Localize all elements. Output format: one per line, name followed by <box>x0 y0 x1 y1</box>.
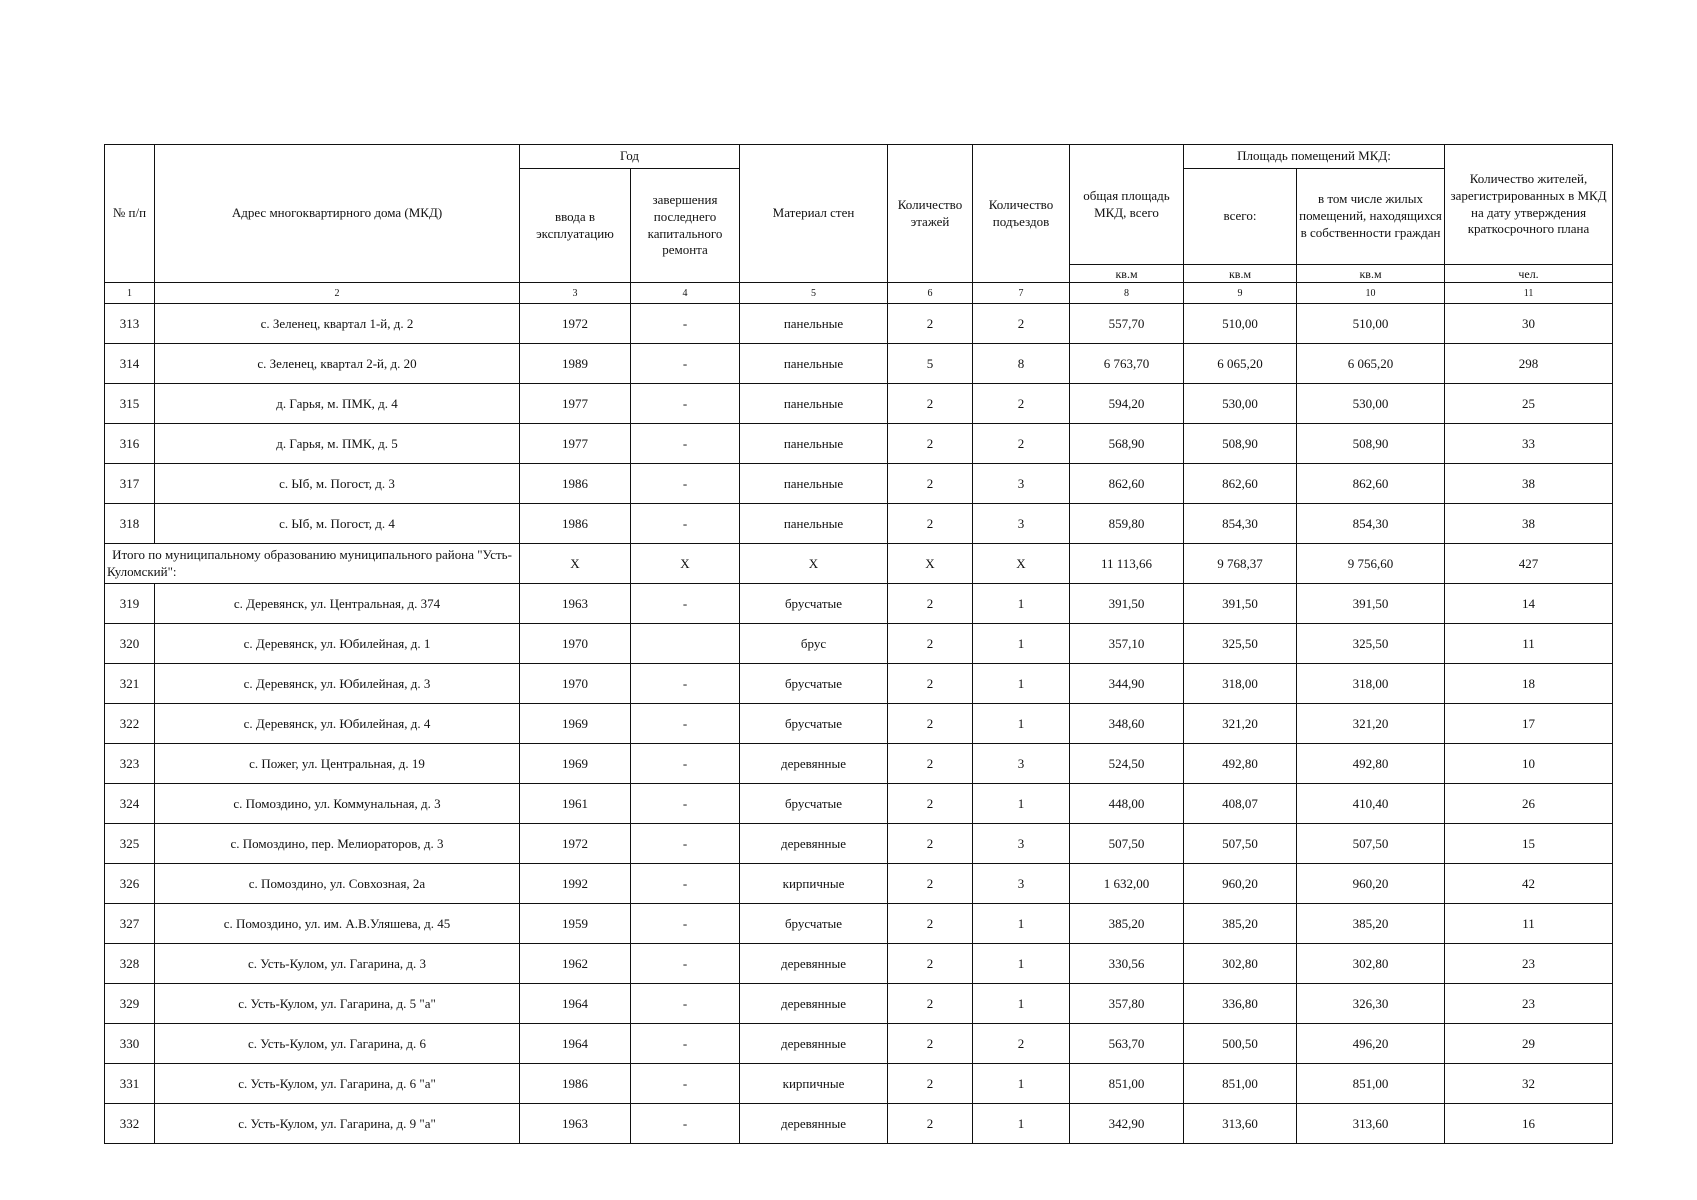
cell-premises-residential: 862,60 <box>1297 464 1445 504</box>
table-row <box>105 1024 1613 1064</box>
cell-repair-year: - <box>631 664 740 704</box>
cell-premises-residential: 530,00 <box>1297 384 1445 424</box>
cell-address: с. Помоздино, пер. Мелиораторов, д. 3 <box>155 824 520 864</box>
cell-year: 1964 <box>520 984 631 1024</box>
total-repair-year: X <box>631 544 740 584</box>
column-number: 9 <box>1184 283 1297 304</box>
cell-premises-residential: 960,20 <box>1297 864 1445 904</box>
cell-premises-total: 851,00 <box>1184 1064 1297 1104</box>
cell-address: с. Усть-Кулом, ул. Гагарина, д. 9 "а" <box>155 1104 520 1144</box>
cell-address: с. Деревянск, ул. Юбилейная, д. 3 <box>155 664 520 704</box>
cell-wall-material: панельные <box>740 504 888 544</box>
cell-repair-year: - <box>631 864 740 904</box>
cell-entrances: 2 <box>973 304 1070 344</box>
cell-premises-residential: 326,30 <box>1297 984 1445 1024</box>
cell-floors: 2 <box>888 504 973 544</box>
cell-floors: 2 <box>888 584 973 624</box>
cell-wall-material: деревянные <box>740 984 888 1024</box>
column-number: 10 <box>1297 283 1445 304</box>
table-row <box>105 704 1613 744</box>
cell-wall-material: деревянные <box>740 744 888 784</box>
header-premises-residential: в том числе жилых помещений, находящихся в собственности граждан <box>1297 169 1445 265</box>
cell-floors: 2 <box>888 984 973 1024</box>
cell-address: д. Гарья, м. ПМК, д. 4 <box>155 384 520 424</box>
cell-year: 1992 <box>520 864 631 904</box>
cell-year: 1962 <box>520 944 631 984</box>
cell-year: 1970 <box>520 664 631 704</box>
cell-premises-residential: 318,00 <box>1297 664 1445 704</box>
cell-repair-year: - <box>631 784 740 824</box>
table-row <box>105 624 1613 664</box>
cell-address: с. Деревянск, ул. Юбилейная, д. 4 <box>155 704 520 744</box>
cell-wall-material: брусчатые <box>740 584 888 624</box>
cell-residents: 298 <box>1445 344 1613 384</box>
cell-residents: 42 <box>1445 864 1613 904</box>
cell-residents: 26 <box>1445 784 1613 824</box>
column-number: 2 <box>155 283 520 304</box>
cell-premises-total: 862,60 <box>1184 464 1297 504</box>
table-row <box>105 664 1613 704</box>
cell-wall-material: деревянные <box>740 1104 888 1144</box>
cell-floors: 2 <box>888 624 973 664</box>
cell-residents: 38 <box>1445 464 1613 504</box>
header-floors: Количество этажей <box>888 145 973 283</box>
unit-premises-residential: кв.м <box>1297 265 1445 283</box>
cell-entrances: 2 <box>973 424 1070 464</box>
cell-premises-residential: 510,00 <box>1297 304 1445 344</box>
cell-floors: 2 <box>888 824 973 864</box>
cell-entrances: 1 <box>973 664 1070 704</box>
cell-year: 1989 <box>520 344 631 384</box>
cell-year: 1986 <box>520 464 631 504</box>
cell-repair-year: - <box>631 1104 740 1144</box>
cell-repair-year: - <box>631 584 740 624</box>
cell-address: с. Ыб, м. Погост, д. 3 <box>155 464 520 504</box>
header-number: № п/п <box>105 145 155 283</box>
cell-premises-total: 508,90 <box>1184 424 1297 464</box>
table-row <box>105 584 1613 624</box>
cell-entrances: 1 <box>973 944 1070 984</box>
cell-total-area: 391,50 <box>1070 584 1184 624</box>
table-row <box>105 504 1613 544</box>
cell-premises-total: 302,80 <box>1184 944 1297 984</box>
cell-premises-residential: 854,30 <box>1297 504 1445 544</box>
cell-residents: 11 <box>1445 904 1613 944</box>
cell-premises-residential: 321,20 <box>1297 704 1445 744</box>
cell-premises-residential: 385,20 <box>1297 904 1445 944</box>
cell-floors: 2 <box>888 1104 973 1144</box>
table-row <box>105 424 1613 464</box>
table-row <box>105 984 1613 1024</box>
cell-number: 325 <box>105 824 155 864</box>
cell-floors: 2 <box>888 464 973 504</box>
cell-total-area: 344,90 <box>1070 664 1184 704</box>
cell-wall-material: деревянные <box>740 944 888 984</box>
cell-residents: 18 <box>1445 664 1613 704</box>
cell-wall-material: брусчатые <box>740 784 888 824</box>
header-year-commission: ввода в эксплуатацию <box>520 169 631 283</box>
cell-residents: 17 <box>1445 704 1613 744</box>
cell-repair-year: - <box>631 744 740 784</box>
cell-entrances: 8 <box>973 344 1070 384</box>
cell-wall-material: деревянные <box>740 824 888 864</box>
cell-floors: 2 <box>888 1024 973 1064</box>
column-number: 1 <box>105 283 155 304</box>
cell-repair-year: - <box>631 944 740 984</box>
header-residents: Количество жителей, зарегистрированных в МКД на дату утверждения краткосрочного плана <box>1445 145 1613 265</box>
cell-premises-total: 507,50 <box>1184 824 1297 864</box>
table-row <box>105 1064 1613 1104</box>
cell-floors: 2 <box>888 704 973 744</box>
table-row <box>105 344 1613 384</box>
header-premises-group: Площадь помещений МКД: <box>1184 145 1445 169</box>
cell-wall-material: брусчатые <box>740 704 888 744</box>
cell-total-area: 859,80 <box>1070 504 1184 544</box>
cell-number: 313 <box>105 304 155 344</box>
cell-address: с. Пожег, ул. Центральная, д. 19 <box>155 744 520 784</box>
cell-total-area: 357,10 <box>1070 624 1184 664</box>
table-row <box>105 304 1613 344</box>
header-entrances: Количество подъездов <box>973 145 1070 283</box>
cell-residents: 16 <box>1445 1104 1613 1144</box>
cell-repair-year: - <box>631 984 740 1024</box>
cell-number: 329 <box>105 984 155 1024</box>
cell-residents: 32 <box>1445 1064 1613 1104</box>
cell-premises-total: 854,30 <box>1184 504 1297 544</box>
cell-premises-residential: 325,50 <box>1297 624 1445 664</box>
total-entrances: X <box>973 544 1070 584</box>
cell-address: д. Гарья, м. ПМК, д. 5 <box>155 424 520 464</box>
cell-year: 1986 <box>520 504 631 544</box>
cell-entrances: 1 <box>973 1104 1070 1144</box>
cell-premises-residential: 496,20 <box>1297 1024 1445 1064</box>
cell-year: 1977 <box>520 384 631 424</box>
cell-premises-total: 510,00 <box>1184 304 1297 344</box>
table-row <box>105 384 1613 424</box>
unit-premises-total: кв.м <box>1184 265 1297 283</box>
cell-total-area: 862,60 <box>1070 464 1184 504</box>
cell-total-area: 385,20 <box>1070 904 1184 944</box>
cell-residents: 38 <box>1445 504 1613 544</box>
column-number: 6 <box>888 283 973 304</box>
column-number: 4 <box>631 283 740 304</box>
cell-premises-total: 336,80 <box>1184 984 1297 1024</box>
cell-total-area: 507,50 <box>1070 824 1184 864</box>
cell-wall-material: брусчатые <box>740 664 888 704</box>
unit-residents: чел. <box>1445 265 1613 283</box>
cell-year: 1972 <box>520 304 631 344</box>
cell-year: 1972 <box>520 824 631 864</box>
cell-premises-total: 408,07 <box>1184 784 1297 824</box>
cell-premises-residential: 507,50 <box>1297 824 1445 864</box>
cell-repair-year: - <box>631 464 740 504</box>
cell-wall-material: панельные <box>740 344 888 384</box>
total-wall-material: X <box>740 544 888 584</box>
cell-entrances: 1 <box>973 584 1070 624</box>
cell-total-area: 851,00 <box>1070 1064 1184 1104</box>
cell-repair-year: - <box>631 704 740 744</box>
cell-year: 1961 <box>520 784 631 824</box>
table-row <box>105 824 1613 864</box>
cell-entrances: 3 <box>973 824 1070 864</box>
table-body <box>105 283 1613 1144</box>
total-year: X <box>520 544 631 584</box>
cell-repair-year: - <box>631 904 740 944</box>
cell-address: с. Усть-Кулом, ул. Гагарина, д. 3 <box>155 944 520 984</box>
cell-total-area: 348,60 <box>1070 704 1184 744</box>
cell-entrances: 1 <box>973 624 1070 664</box>
column-numbers-row <box>105 283 1613 304</box>
housing-register-table <box>104 144 1613 1144</box>
cell-premises-residential: 302,80 <box>1297 944 1445 984</box>
column-number: 3 <box>520 283 631 304</box>
table-row <box>105 944 1613 984</box>
cell-premises-residential: 313,60 <box>1297 1104 1445 1144</box>
total-residents: 427 <box>1445 544 1613 584</box>
cell-year: 1964 <box>520 1024 631 1064</box>
cell-number: 316 <box>105 424 155 464</box>
cell-year: 1970 <box>520 624 631 664</box>
total-premises-residential: 9 756,60 <box>1297 544 1445 584</box>
cell-total-area: 563,70 <box>1070 1024 1184 1064</box>
cell-premises-total: 960,20 <box>1184 864 1297 904</box>
cell-address: с. Ыб, м. Погост, д. 4 <box>155 504 520 544</box>
cell-residents: 10 <box>1445 744 1613 784</box>
cell-total-area: 557,70 <box>1070 304 1184 344</box>
cell-address: с. Усть-Кулом, ул. Гагарина, д. 6 <box>155 1024 520 1064</box>
cell-premises-residential: 508,90 <box>1297 424 1445 464</box>
cell-premises-total: 530,00 <box>1184 384 1297 424</box>
cell-number: 321 <box>105 664 155 704</box>
cell-entrances: 3 <box>973 464 1070 504</box>
cell-total-area: 1 632,00 <box>1070 864 1184 904</box>
cell-number: 324 <box>105 784 155 824</box>
cell-premises-residential: 391,50 <box>1297 584 1445 624</box>
cell-total-area: 330,56 <box>1070 944 1184 984</box>
cell-repair-year: - <box>631 384 740 424</box>
cell-floors: 2 <box>888 664 973 704</box>
total-total-area: 11 113,66 <box>1070 544 1184 584</box>
cell-entrances: 1 <box>973 984 1070 1024</box>
cell-residents: 23 <box>1445 984 1613 1024</box>
cell-number: 319 <box>105 584 155 624</box>
cell-number: 330 <box>105 1024 155 1064</box>
cell-address: с. Помоздино, ул. Коммунальная, д. 3 <box>155 784 520 824</box>
cell-number: 326 <box>105 864 155 904</box>
cell-repair-year <box>631 624 740 664</box>
total-premises-total: 9 768,37 <box>1184 544 1297 584</box>
cell-repair-year: - <box>631 504 740 544</box>
cell-number: 318 <box>105 504 155 544</box>
cell-floors: 2 <box>888 304 973 344</box>
cell-premises-residential: 492,80 <box>1297 744 1445 784</box>
cell-floors: 2 <box>888 1064 973 1104</box>
cell-wall-material: панельные <box>740 424 888 464</box>
cell-wall-material: кирпичные <box>740 1064 888 1104</box>
cell-wall-material: деревянные <box>740 1024 888 1064</box>
cell-number: 332 <box>105 1104 155 1144</box>
cell-entrances: 3 <box>973 504 1070 544</box>
total-label: Итого по муниципальному образованию муниципального района "Усть-Куломский": <box>105 544 520 584</box>
table-row <box>105 744 1613 784</box>
cell-floors: 5 <box>888 344 973 384</box>
cell-year: 1963 <box>520 584 631 624</box>
cell-total-area: 357,80 <box>1070 984 1184 1024</box>
cell-address: с. Зеленец, квартал 1-й, д. 2 <box>155 304 520 344</box>
cell-number: 331 <box>105 1064 155 1104</box>
cell-wall-material: кирпичные <box>740 864 888 904</box>
cell-residents: 25 <box>1445 384 1613 424</box>
table-row <box>105 904 1613 944</box>
cell-address: с. Зеленец, квартал 2-й, д. 20 <box>155 344 520 384</box>
column-number: 5 <box>740 283 888 304</box>
cell-year: 1986 <box>520 1064 631 1104</box>
column-number: 11 <box>1445 283 1613 304</box>
column-number: 8 <box>1070 283 1184 304</box>
header-total-area: общая площадь МКД, всего <box>1070 145 1184 265</box>
cell-residents: 33 <box>1445 424 1613 464</box>
total-floors: X <box>888 544 973 584</box>
cell-entrances: 1 <box>973 704 1070 744</box>
cell-floors: 2 <box>888 944 973 984</box>
cell-wall-material: панельные <box>740 464 888 504</box>
column-number: 7 <box>973 283 1070 304</box>
cell-number: 317 <box>105 464 155 504</box>
cell-residents: 30 <box>1445 304 1613 344</box>
cell-premises-total: 325,50 <box>1184 624 1297 664</box>
header-address: Адрес многоквартирного дома (МКД) <box>155 145 520 283</box>
cell-number: 328 <box>105 944 155 984</box>
cell-residents: 14 <box>1445 584 1613 624</box>
cell-year: 1963 <box>520 1104 631 1144</box>
cell-address: с. Усть-Кулом, ул. Гагарина, д. 5 "а" <box>155 984 520 1024</box>
cell-wall-material: брусчатые <box>740 904 888 944</box>
table-row <box>105 784 1613 824</box>
table-row <box>105 464 1613 504</box>
cell-number: 320 <box>105 624 155 664</box>
header-year-group: Год <box>520 145 740 169</box>
cell-premises-total: 385,20 <box>1184 904 1297 944</box>
cell-address: с. Усть-Кулом, ул. Гагарина, д. 6 "а" <box>155 1064 520 1104</box>
cell-premises-total: 391,50 <box>1184 584 1297 624</box>
cell-floors: 2 <box>888 784 973 824</box>
cell-residents: 15 <box>1445 824 1613 864</box>
cell-floors: 2 <box>888 904 973 944</box>
header-year-repair: завершения последнего капитального ремонта <box>631 169 740 283</box>
cell-entrances: 1 <box>973 1064 1070 1104</box>
cell-repair-year: - <box>631 1064 740 1104</box>
cell-premises-residential: 851,00 <box>1297 1064 1445 1104</box>
cell-entrances: 3 <box>973 864 1070 904</box>
cell-total-area: 524,50 <box>1070 744 1184 784</box>
cell-floors: 2 <box>888 424 973 464</box>
cell-residents: 29 <box>1445 1024 1613 1064</box>
cell-floors: 2 <box>888 384 973 424</box>
cell-year: 1969 <box>520 704 631 744</box>
cell-number: 314 <box>105 344 155 384</box>
cell-address: с. Деревянск, ул. Юбилейная, д. 1 <box>155 624 520 664</box>
cell-premises-total: 492,80 <box>1184 744 1297 784</box>
cell-entrances: 2 <box>973 1024 1070 1064</box>
cell-premises-residential: 6 065,20 <box>1297 344 1445 384</box>
cell-repair-year: - <box>631 344 740 384</box>
cell-wall-material: панельные <box>740 384 888 424</box>
cell-year: 1959 <box>520 904 631 944</box>
cell-premises-total: 6 065,20 <box>1184 344 1297 384</box>
cell-wall-material: брус <box>740 624 888 664</box>
cell-premises-residential: 410,40 <box>1297 784 1445 824</box>
unit-total-area: кв.м <box>1070 265 1184 283</box>
cell-address: с. Помоздино, ул. Совхозная, 2а <box>155 864 520 904</box>
cell-repair-year: - <box>631 304 740 344</box>
cell-repair-year: - <box>631 424 740 464</box>
header-wall-material: Материал стен <box>740 145 888 283</box>
cell-number: 323 <box>105 744 155 784</box>
cell-year: 1969 <box>520 744 631 784</box>
cell-number: 315 <box>105 384 155 424</box>
cell-total-area: 568,90 <box>1070 424 1184 464</box>
cell-entrances: 1 <box>973 784 1070 824</box>
cell-number: 322 <box>105 704 155 744</box>
cell-address: с. Деревянск, ул. Центральная, д. 374 <box>155 584 520 624</box>
cell-premises-total: 318,00 <box>1184 664 1297 704</box>
total-row <box>105 544 1613 584</box>
cell-total-area: 448,00 <box>1070 784 1184 824</box>
cell-residents: 11 <box>1445 624 1613 664</box>
table-row <box>105 864 1613 904</box>
cell-premises-total: 313,60 <box>1184 1104 1297 1144</box>
table-row <box>105 1104 1613 1144</box>
cell-total-area: 594,20 <box>1070 384 1184 424</box>
cell-entrances: 2 <box>973 384 1070 424</box>
cell-repair-year: - <box>631 824 740 864</box>
cell-repair-year: - <box>631 1024 740 1064</box>
header-premises-total: всего: <box>1184 169 1297 265</box>
cell-entrances: 1 <box>973 904 1070 944</box>
cell-entrances: 3 <box>973 744 1070 784</box>
cell-address: с. Помоздино, ул. им. А.В.Уляшева, д. 45 <box>155 904 520 944</box>
cell-year: 1977 <box>520 424 631 464</box>
cell-number: 327 <box>105 904 155 944</box>
cell-floors: 2 <box>888 744 973 784</box>
cell-wall-material: панельные <box>740 304 888 344</box>
cell-premises-total: 321,20 <box>1184 704 1297 744</box>
cell-residents: 23 <box>1445 944 1613 984</box>
cell-total-area: 6 763,70 <box>1070 344 1184 384</box>
cell-total-area: 342,90 <box>1070 1104 1184 1144</box>
cell-floors: 2 <box>888 864 973 904</box>
cell-premises-total: 500,50 <box>1184 1024 1297 1064</box>
